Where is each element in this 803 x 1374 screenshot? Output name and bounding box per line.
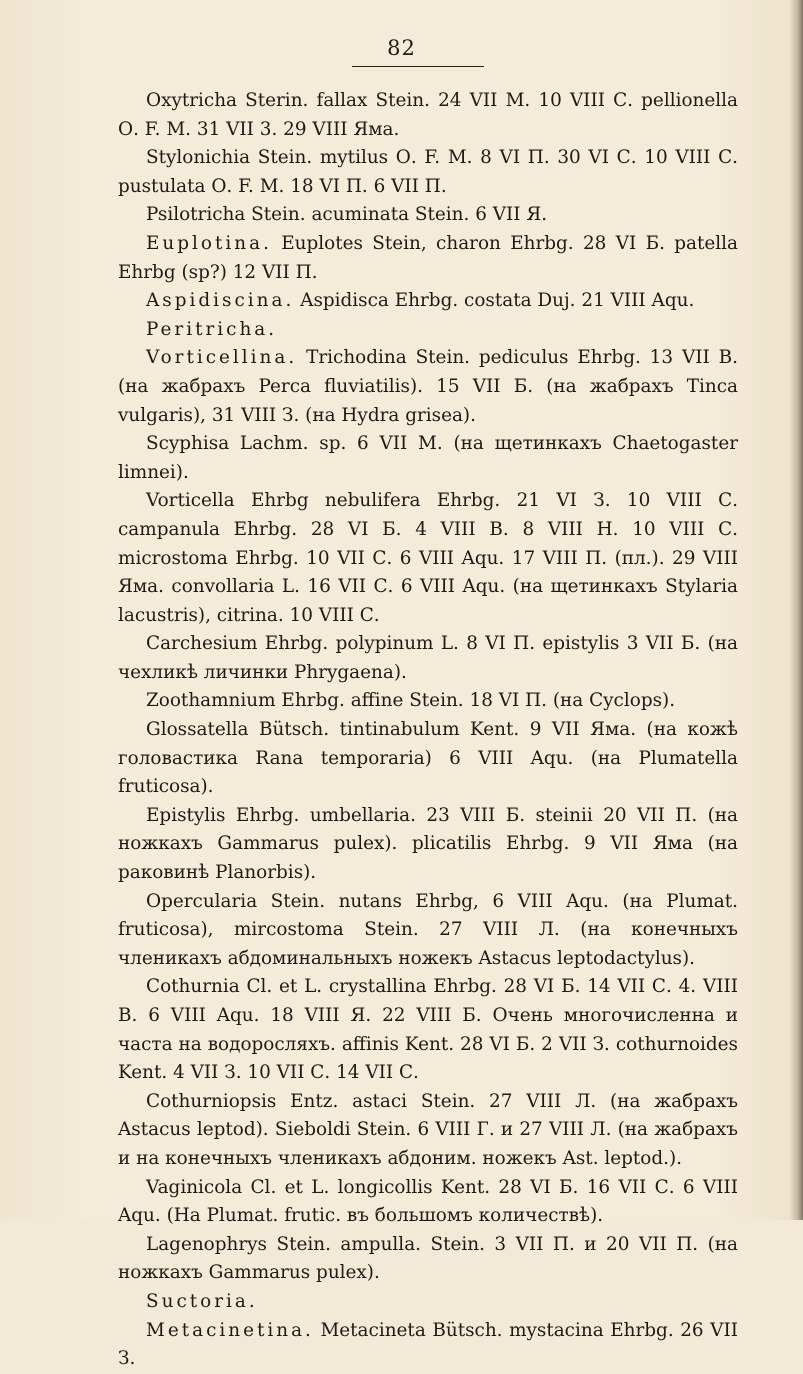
paragraph-cothurnia: Cothurnia Cl. et L. crystallina Ehrbg. 28 VI Б. 14 VII С. 4. VIII В. 6 VIII Aqu. 18 VIII Я. 22 VIII Б. Очень многочисленна и часта на водоросляхъ. affinis Kent. 28 VI Б. 2 VII З. cothurnoides Kent. 4 VII З. 10 VII С. 14 VII С. bbox=[118, 976, 738, 1084]
paragraph-vorticellina: Vorticellina. Trichodina Stein. pediculus Ehrbg. 13 VII В. (на жабрахъ Perca fluviatilis). 15 VII Б. (на жабрахъ Tinca vulgaris), 31 VIII З. (на Hydra grisea). bbox=[118, 347, 738, 426]
paragraph-cothurniopsis: Cothurniopsis Entz. astaci Stein. 27 VIII Л. (на жабрахъ Astacus leptod). Sieboldi Stein. 6 VIII Г. и 27 VIII Л. (на жабрахъ и на конечныхъ членикахъ абдоним. ножекъ Ast. leptod.). bbox=[118, 1090, 738, 1169]
paragraph-suctoria bbox=[118, 1288, 738, 1317]
paragraph-euplotina: Euplotina. Euplotes Stein, charon Ehrbg. 28 VI Б. patella Ehrbg (sp?) 12 VII П. bbox=[118, 232, 738, 283]
paragraph-peritricha bbox=[118, 316, 738, 345]
section-heading-euplotina: Euplotina. bbox=[146, 232, 272, 254]
paragraph-zoothamnium: Zoothamnium Ehrbg. affine Stein. 18 VI П. (на Cyclops). bbox=[146, 690, 676, 712]
page-number: 82 bbox=[387, 36, 416, 60]
section-heading-suctoria: Suctoria. bbox=[146, 1290, 258, 1312]
paragraph-psilotricha: Psilotricha Stein. acuminata Stein. 6 VII Я. bbox=[146, 204, 548, 226]
paragraph-epistylis: Epistylis Ehrbg. umbellaria. 23 VIII Б. steinii 20 VII П. (на ножкахъ Gammarus pulex). plicatilis Ehrbg. 9 VII Яма (на раковинѣ Planorbis). bbox=[118, 804, 738, 884]
page-number-rule bbox=[352, 66, 484, 67]
paragraph-vorticella: Vorticella Ehrbg nebulifera Ehrbg. 21 VI З. 10 VIII С. campanula Ehrbg. 28 VI Б. 4 VIII В. 8 VIII Н. 10 VIII С. microstoma Ehrbg. 10 VII С. 6 VIII Aqu. 17 VIII П. (пл.). 29 VIII Яма. convollaria L. 16 VII С. 6 VIII Aqu. (на щетинкахъ Stylaria lacustris), citrina. 10 VIII С. bbox=[118, 490, 738, 626]
paragraph-stylonichia: Stylonichia Stein. mytilus О. F. М. 8 VI П. 30 VI С. 10 VIII С. pustulata О. F. М. 18 VI П. 6 VII П. bbox=[118, 147, 738, 197]
paragraph-oxytricha: Oxytricha Sterin. fallax Stein. 24 VII М. 10 VIII С. pellionella О. F. М. 31 VII 3. 29 VIII Яма. bbox=[118, 90, 738, 140]
section-heading-vorticellina: Vorticellina. bbox=[146, 347, 298, 369]
paragraph-opercularia: Opercularia Stein. nutans Ehrbg, 6 VIII Aqu. (на Plumat. fruticosa), mircostoma Stein. 27 VIII Л. (на конечныхъ членикахъ абдоминальныхъ ножекъ Astacus leptodactylus). bbox=[118, 890, 738, 969]
body-text bbox=[118, 87, 738, 1374]
paragraph-lagenophrys: Lagenophrys Stein. ampulla. Stein. 3 VII П. и 20 VII П. (на ножкахъ Gammarus pulex). bbox=[118, 1233, 738, 1284]
page-edge-shadow bbox=[789, 0, 803, 1220]
paragraph-carchesium: Carchesium Ehrbg. polypinum L. 8 VI П. epistylis 3 VII Б. (на чехликѣ личинки Phrygaena). bbox=[118, 633, 738, 683]
paragraph-scyphisa: Scyphisa Lachm. sp. 6 VII М. (на щетинкахъ Chaetogaster limnei). bbox=[118, 433, 738, 483]
paragraph-glossatella: Glossatella Bütsch. tintinabulum Kent. 9 VII Яма. (на кожѣ головастика Rana temporaria) 6 VIII Aqu. (на Plumatella fruticosa). bbox=[118, 719, 738, 798]
paragraph-metacinetina: Metacinetina. Metacineta Bütsch. mystacina Ehrbg. 26 VII З. bbox=[118, 1319, 738, 1370]
section-heading-peritricha: Peritricha. bbox=[146, 318, 278, 340]
section-heading-metacinetina: Metacinetina. bbox=[146, 1319, 314, 1341]
paragraph-aspidiscina: Aspidiscina. Aspidisca Ehrbg. costata Duj. 21 VIII Aqu. bbox=[146, 290, 695, 312]
section-heading-aspidiscina: Aspidiscina. bbox=[146, 290, 295, 312]
paragraph-vaginicola: Vaginicola Cl. et L. longicollis Kent. 28 VI Б. 16 VII С. 6 VIII Aqu. (На Plumat. frutic. въ большомъ количествѣ). bbox=[118, 1176, 738, 1227]
